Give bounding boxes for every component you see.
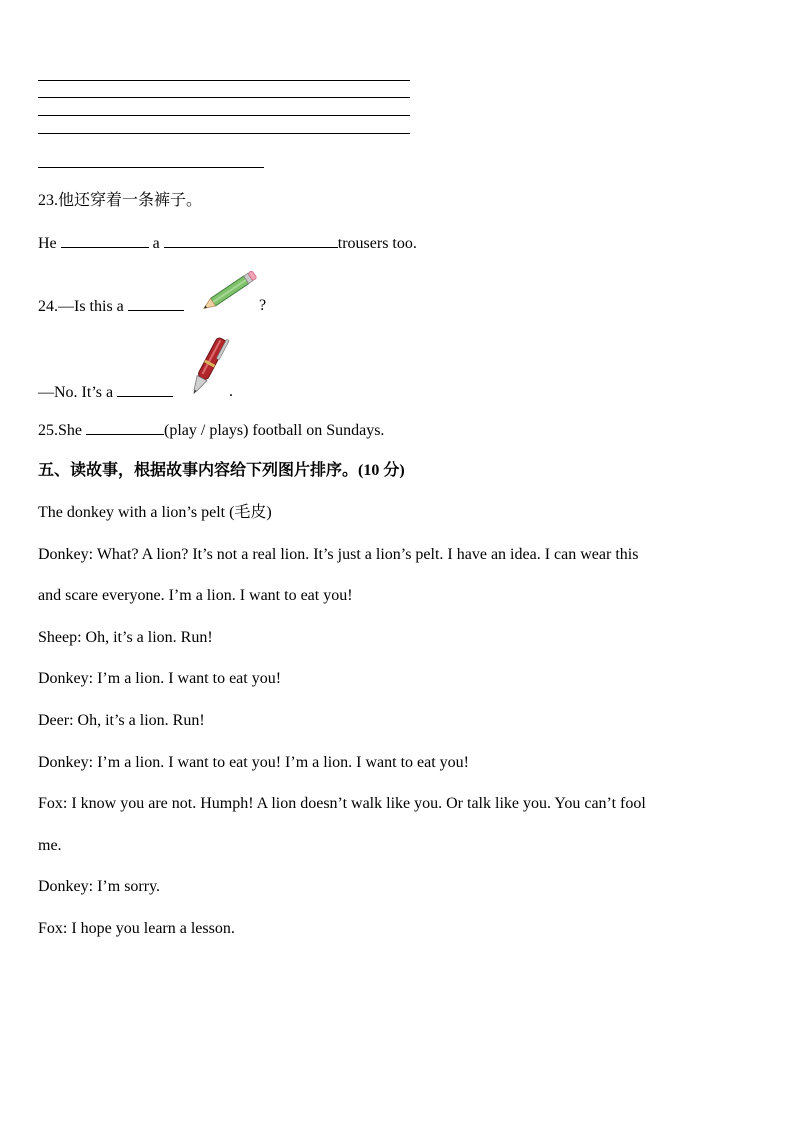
q24-line2-text: —No. It’s a: [38, 384, 114, 401]
pen-icon: [186, 332, 232, 400]
section5-heading: 五、读故事，根据故事内容给下列图片排序。(10 分): [38, 462, 405, 479]
q23-prompt-cn: 他还穿着一条裤子。: [58, 192, 203, 209]
q23-blank-2[interactable]: [164, 233, 338, 248]
story-line: me.: [38, 837, 62, 854]
q25-blank[interactable]: [86, 420, 164, 435]
writing-line[interactable]: [38, 97, 410, 98]
story-line: Deer: Oh, it’s a lion. Run!: [38, 712, 205, 729]
story-line: Donkey: I’m a lion. I want to eat you! I’m a lion. I want to eat you!: [38, 754, 469, 771]
q23-text-a: a: [152, 235, 160, 252]
q23-blank-1[interactable]: [61, 233, 149, 248]
q23-text-trousers: trousers too.: [337, 235, 417, 252]
q24-blank-1[interactable]: [128, 296, 184, 311]
writing-line[interactable]: [38, 80, 410, 81]
q23-sentence: [38, 233, 417, 254]
writing-line[interactable]: [38, 167, 264, 168]
story-line: and scare everyone. I’m a lion. I want to eat you!: [38, 587, 353, 604]
q25-text-rest: (play / plays) football on Sundays.: [164, 422, 385, 439]
q23-prompt: [38, 191, 202, 211]
q23-number: 23.: [38, 192, 58, 209]
q24-question: [38, 296, 184, 317]
story-line: Fox: I hope you learn a lesson.: [38, 920, 235, 937]
q25-text-she: She: [58, 422, 82, 439]
q24-number: 24.: [38, 298, 58, 315]
writing-line[interactable]: [38, 133, 410, 134]
story-line: Fox: I know you are not. Humph! A lion doesn’t walk like you. Or talk like you. You can’t fool: [38, 795, 646, 812]
q24-question-mark: ?: [259, 297, 267, 314]
q24-answer: [38, 382, 173, 403]
q23-text-he: He: [38, 235, 57, 252]
q24-line1-text: —Is this a: [58, 298, 124, 315]
story-line: Sheep: Oh, it’s a lion. Run!: [38, 629, 213, 646]
writing-line[interactable]: [38, 115, 410, 116]
pencil-icon: [196, 268, 262, 316]
q24-period: .: [229, 383, 233, 400]
story-title: The donkey with a lion’s pelt (毛皮): [38, 504, 272, 521]
q25-number: 25.: [38, 422, 58, 439]
story-line: Donkey: What? A lion? It’s not a real lion. It’s just a lion’s pelt. I have an idea. I can wear this: [38, 546, 639, 563]
q25-sentence: [38, 420, 384, 441]
q24-blank-2[interactable]: [117, 382, 173, 397]
story-line: Donkey: I’m sorry.: [38, 878, 161, 895]
story-line: Donkey: I’m a lion. I want to eat you!: [38, 670, 282, 687]
